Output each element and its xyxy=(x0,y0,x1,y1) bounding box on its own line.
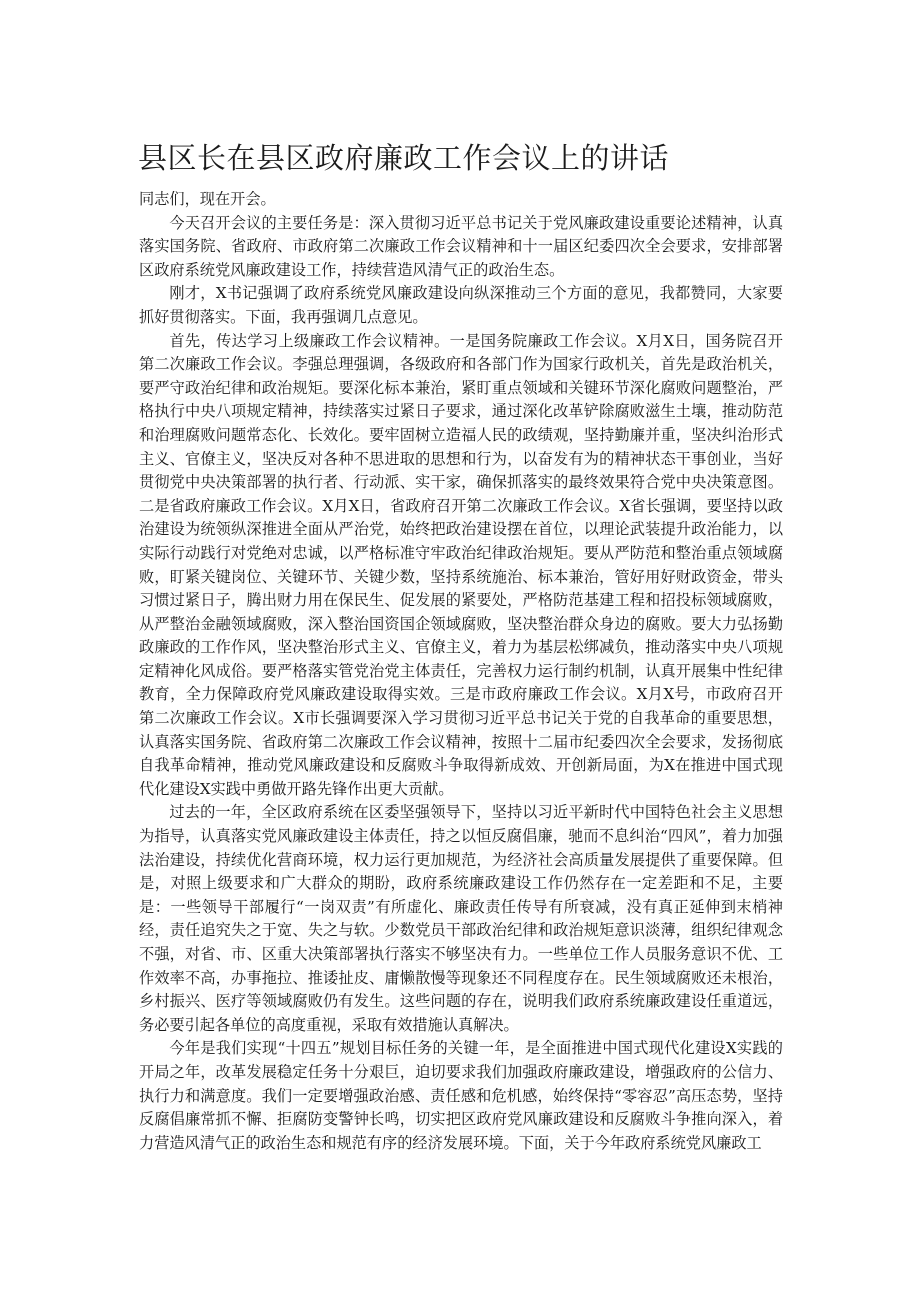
paragraph-remarks: 刚才，X书记强调了政府系统党风廉政建设向纵深推动三个方面的意见，我都赞同，大家要抓好贯彻落实。下面，我再强调几点意见。 xyxy=(139,284,783,326)
document-body xyxy=(139,188,783,1155)
document-title: 县区长在县区政府廉政工作会议上的讲话 xyxy=(138,141,670,175)
paragraph-greeting: 同志们，现在开会。 xyxy=(139,190,276,208)
paragraph-past-year: 过去的一年，全区政府系统在区委坚强领导下，坚持以习近平新时代中国特色社会主义思想为指导，认真落实党风廉政建设主体责任，持之以恒反腐倡廉，驰而不息纠治“四风”，着力加强法治建设，持续优化营商环境，权力运行更加规范，为经济社会高质量发展提供了重要保障。但是，对照上级要求和广大群众的期盼，政府系统廉政建设工作仍然存在一定差距和不足，主要是：一些领导干部履行“一岗双责”有所虚化、廉政责任传导有所衰减，没有真正延伸到末梢神经，责任追究失之于宽、失之与软。少数党员干部政治纪律和政治规矩意识淡薄，组织纪律观念不强，对省、市、区重大决策部署执行落实不够坚决有力。一些单位工作人员服务意识不优、工作效率不高，办事拖拉、推诿扯皮、庸懒散慢等现象还不同程度存在。民生领域腐败还未根治，乡村振兴、医疗等领域腐败仍有发生。这些问题的存在，说明我们政府系统廉政建设任重道远，务必要引起各单位的高度重视，采取有效措施认真解决。 xyxy=(139,803,783,1034)
paragraph-meeting-purpose: 今天召开会议的主要任务是：深入贯彻习近平总书记关于党风廉政建设重要论述精神，认真落实国务院、省政府、市政府第二次廉政工作会议精神和十一届区纪委四次全会要求，安排部署区政府系统党风廉政建设工作，持续营造风清气正的政治生态。 xyxy=(139,213,783,279)
paragraph-superior-meetings: 首先，传达学习上级廉政工作会议精神。一是国务院廉政工作会议。X月X日，国务院召开第二次廉政工作会议。李强总理强调，各级政府和各部门作为国家行政机关，首先是政治机关，要严守政治纪律和政治规矩。要深化标本兼治，紧盯重点领域和关键环节深化腐败问题整治，严格执行中央八项规定精神，持续落实过紧日子要求，通过深化改革铲除腐败滋生土壤，推动防范和治理腐败问题常态化、长效化。要牢固树立造福人民的政绩观，坚持勤廉并重，坚决纠治形式主义、官僚主义，坚决反对各种不思进取的思想和行为，以奋发有为的精神状态干事创业，当好贯彻党中央决策部署的执行者、行动派、实干家，确保抓落实的最终效果符合党中央决策意图。二是省政府廉政工作会议。X月X日，省政府召开第二次廉政工作会议。X省长强调，要坚持以政治建设为统领纵深推进全面从严治党，始终把政治建设摆在首位，以理论武装提升政治能力，以实际行动践行对党绝对忠诚，以严格标准守牢政治纪律政治规矩。要从严防范和整治重点领域腐败，盯紧关键岗位、关键环节、关键少数，坚持系统施治、标本兼治，管好用好财政资金，带头习惯过紧日子，腾出财力用在保民生、促发展的紧要处，严格防范基建工程和招投标领域腐败，从严整治金融领域腐败，深入整治国资国企领域腐败，坚决整治群众身边的腐败。要大力弘扬勤政廉政的工作作风，坚决整治形式主义、官僚主义，着力为基层松绑减负，推动落实中央八项规定精神化风成俗。要严格落实管党治党主体责任，完善权力运行制约机制，认真开展集中性纪律教育，全力保障政府党风廉政建设取得实效。三是市政府廉政工作会议。X月X号，市政府召开第二次廉政工作会议。X市长强调要深入学习贯彻习近平总书记关于党的自我革命的重要思想，认真落实国务院、省政府第二次廉政工作会议精神，按照十二届市纪委四次全会要求，发扬彻底自我革命精神，推动党风廉政建设和反腐败斗争取得新成效、开创新局面，为X在推进中国式现代化建设X实践中勇做开路先锋作出更大贡献。 xyxy=(139,331,783,798)
paragraph-this-year: 今年是我们实现“十四五”规划目标任务的关键一年，是全面推进中国式现代化建设X实践的开局之年，改革发展稳定任务十分艰巨，迫切要求我们加强政府廉政建设，增强政府的公信力、执行力和满意度。我们一定要增强政治感、责任感和危机感，始终保持“零容忍”高压态势，坚持反腐倡廉常抓不懈、拒腐防变警钟长鸣，切实把区政府党风廉政建设和反腐败斗争推向深入，着力营造风清气正的政治生态和规范有序的经济发展环境。下面，关于今年政府系统党风廉政工 xyxy=(139,1039,783,1152)
